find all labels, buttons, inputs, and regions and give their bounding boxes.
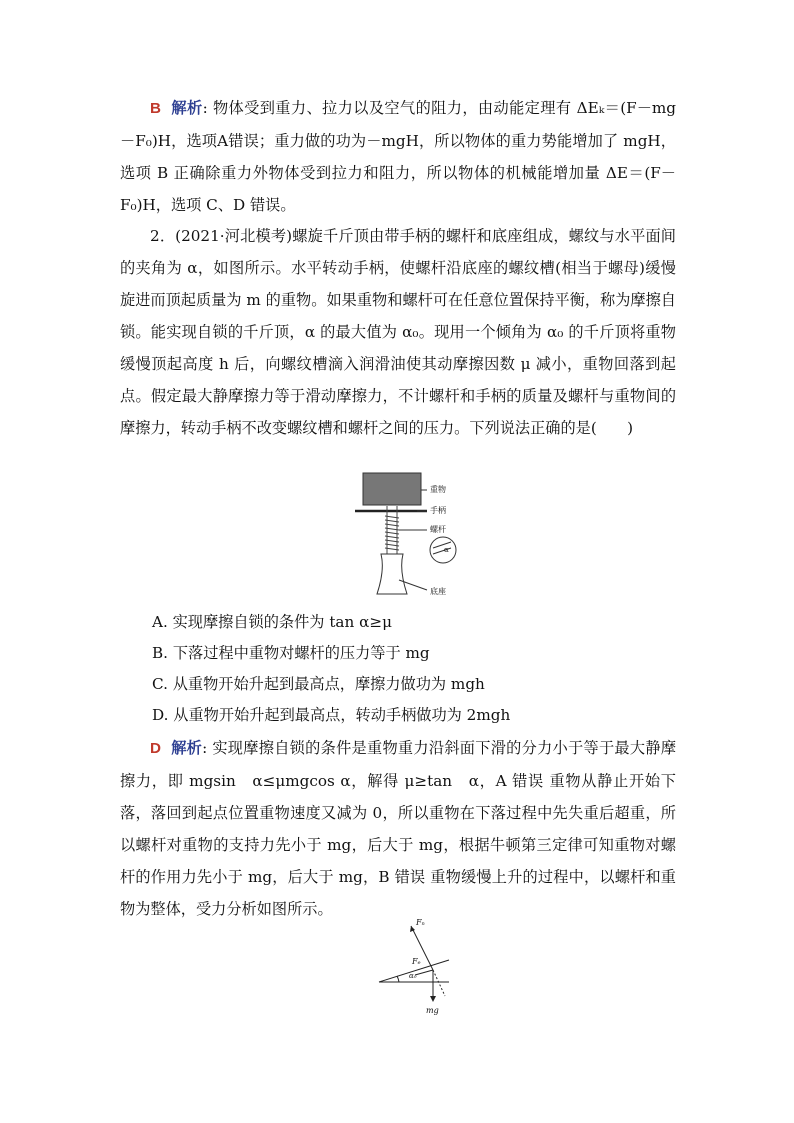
label-alpha0: α₀: [409, 972, 417, 980]
solution-text: : 实现摩擦自锁的条件是重物重力沿斜面下滑的分力小于等于最大静摩擦力，即 mgsin α≤μmgcos α，解得 μ≥tan α，A 错误 重物从静止开始下落，落回到起点位置重物速度又减为 0，所以重物在下落过程中先失重后超重，所以螺杆对重物的支持力先小于 mg，后大于 mg，根据牛顿第三定律可知重物对螺杆的作用力先小于 mg，后大于 mg，B 错误 重物缓慢上升的过程中，以螺杆和重物为整体，受力分析如图所示。: [120, 739, 677, 918]
analysis-tag: 解析: [171, 99, 203, 117]
solution-paragraph-1: [120, 92, 676, 221]
label-fn: Fₙ: [416, 918, 425, 927]
option-a: A. 实现摩擦自锁的条件为 tan α≥μ: [152, 613, 392, 631]
solution-text: : 物体受到重力、拉力以及空气的阻力，由动能定理有 ΔEₖ＝(F－mg－F₀)H，选项A错误；重力做的功为－mgH，所以物体的重力势能增加了 mgH，选项 B 正确除重力外物体受到拉力和阻力，所以物体的机械能增加量 ΔE＝(F－F₀)H，选项 C、D 错误。: [120, 99, 677, 214]
weight-block: [363, 473, 421, 505]
label-alpha: α: [444, 546, 449, 554]
screw-rod: [385, 506, 399, 554]
label-screw: 螺杆: [430, 525, 446, 534]
option-c: C. 从重物开始升起到最高点，摩擦力做功为 mgh: [152, 675, 485, 693]
jack-base: [377, 554, 407, 594]
label-handle: 手柄: [430, 506, 446, 515]
answer-letter: B: [150, 100, 161, 117]
screw-jack-figure: [355, 470, 465, 600]
option-b: B. 下落过程中重物对螺杆的压力等于 mg: [152, 644, 430, 662]
solution-paragraph-2: [120, 732, 676, 925]
answer-letter: D: [150, 740, 161, 757]
label-base: 底座: [430, 587, 446, 596]
option-d: D. 从重物开始升起到最高点，转动手柄做功为 2mgh: [152, 706, 511, 724]
thread-detail-circle: [430, 537, 456, 563]
question-2-stem: 2．(2021·河北模考)螺旋千斤顶由带手柄的螺杆和底座组成，螺纹与水平面间的夹角为 α，如图所示。水平转动手柄，使螺杆沿底座的螺纹槽(相当于螺母)缓慢旋进而顶起质量为 m 的重物。如果重物和螺杆可在任意位置保持平衡，称为摩擦自锁。能实现自锁的千斤顶，α 的最大值为 α₀。现用一个倾角为 α₀ 的千斤顶将重物缓慢顶起高度 h 后，向螺纹槽滴入润滑油使其动摩擦因数 μ 减小，重物回落到起点。假定最大静摩擦力等于滑动摩擦力，不计螺杆和手柄的质量及螺杆与重物间的摩擦力，转动手柄不改变螺纹槽和螺杆之间的压力。下列说法正确的是( ): [120, 227, 676, 437]
label-ff: Fₑ: [412, 957, 421, 966]
force-diagram: [375, 920, 465, 1020]
analysis-tag: 解析: [171, 739, 203, 757]
label-weight: 重物: [430, 485, 446, 494]
label-mg: mg: [426, 1006, 439, 1015]
friction-arrow: [415, 970, 433, 975]
